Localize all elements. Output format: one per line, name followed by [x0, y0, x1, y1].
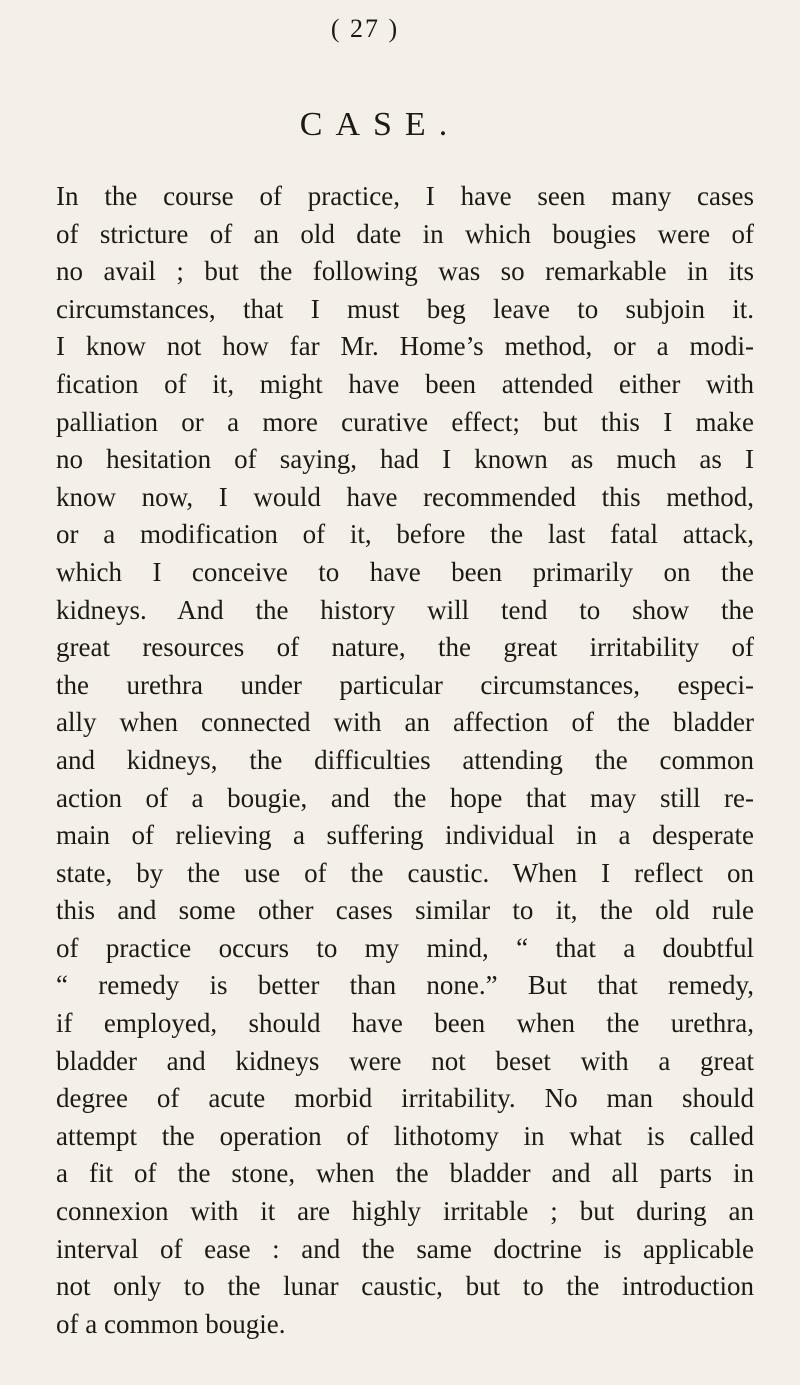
body-paragraph [56, 178, 754, 1343]
page-number: ( 27 ) [330, 14, 400, 43]
text-line: In the course of practice, I have seen many cases [56, 181, 754, 211]
text-line: interval of ease : and the same doctrine is applicable [56, 1233, 754, 1264]
text-line: know now, I would have recommended this method, [56, 481, 754, 512]
text-line: of stricture of an old date in which bougies were of [56, 218, 754, 249]
text-line: great resources of nature, the great irritability of [56, 632, 754, 663]
text-line: I know not how far Mr. Home’s method, or a modi- [56, 331, 754, 362]
text-line: and kidneys, the difficulties attending the common [56, 744, 754, 775]
text-line: of practice occurs to my mind, “ that a doubtful [56, 932, 754, 963]
text-line: main of relieving a suffering individual in a desperate [56, 820, 754, 851]
text-line: fication of it, might have been attended either with [56, 368, 754, 399]
text-line: ally when connected with an affection of the bladder [56, 707, 754, 738]
text-line: bladder and kidneys were not beset with a great [56, 1045, 754, 1076]
text-line: action of a bougie, and the hope that may still re- [56, 782, 754, 813]
text-line: kidneys. And the history will tend to show the [56, 594, 754, 625]
text-line: which I conceive to have been primarily on the [56, 556, 754, 587]
text-line: the urethra under particular circumstances, especi- [56, 669, 754, 700]
text-line: a fit of the stone, when the bladder and all parts in [56, 1158, 754, 1189]
text-line: no hesitation of saying, had I known as much as I [56, 444, 754, 475]
text-line: if employed, should have been when the urethra, [56, 1008, 754, 1039]
text-line: or a modification of it, before the last fatal attack, [56, 519, 754, 550]
text-line: not only to the lunar caustic, but to the introduction [56, 1271, 754, 1302]
text-line: attempt the operation of lithotomy in what is called [56, 1120, 754, 1151]
text-line: no avail ; but the following was so remarkable in its [56, 256, 754, 287]
text-line: this and some other cases similar to it, the old rule [56, 895, 754, 926]
text-line: degree of acute morbid irritability. No man should [56, 1083, 754, 1114]
text-line: “ remedy is better than none.” But that remedy, [56, 970, 754, 1001]
text-line: of a common bougie. [56, 1308, 286, 1339]
text-line: palliation or a more curative effect; but this I make [56, 406, 754, 437]
section-heading: CASE. [299, 106, 461, 143]
text-line: state, by the use of the caustic. When I reflect on [56, 857, 754, 888]
text-line: circumstances, that I must beg leave to subjoin it. [56, 293, 754, 324]
text-line: connexion with it are highly irritable ; but during an [56, 1196, 754, 1227]
